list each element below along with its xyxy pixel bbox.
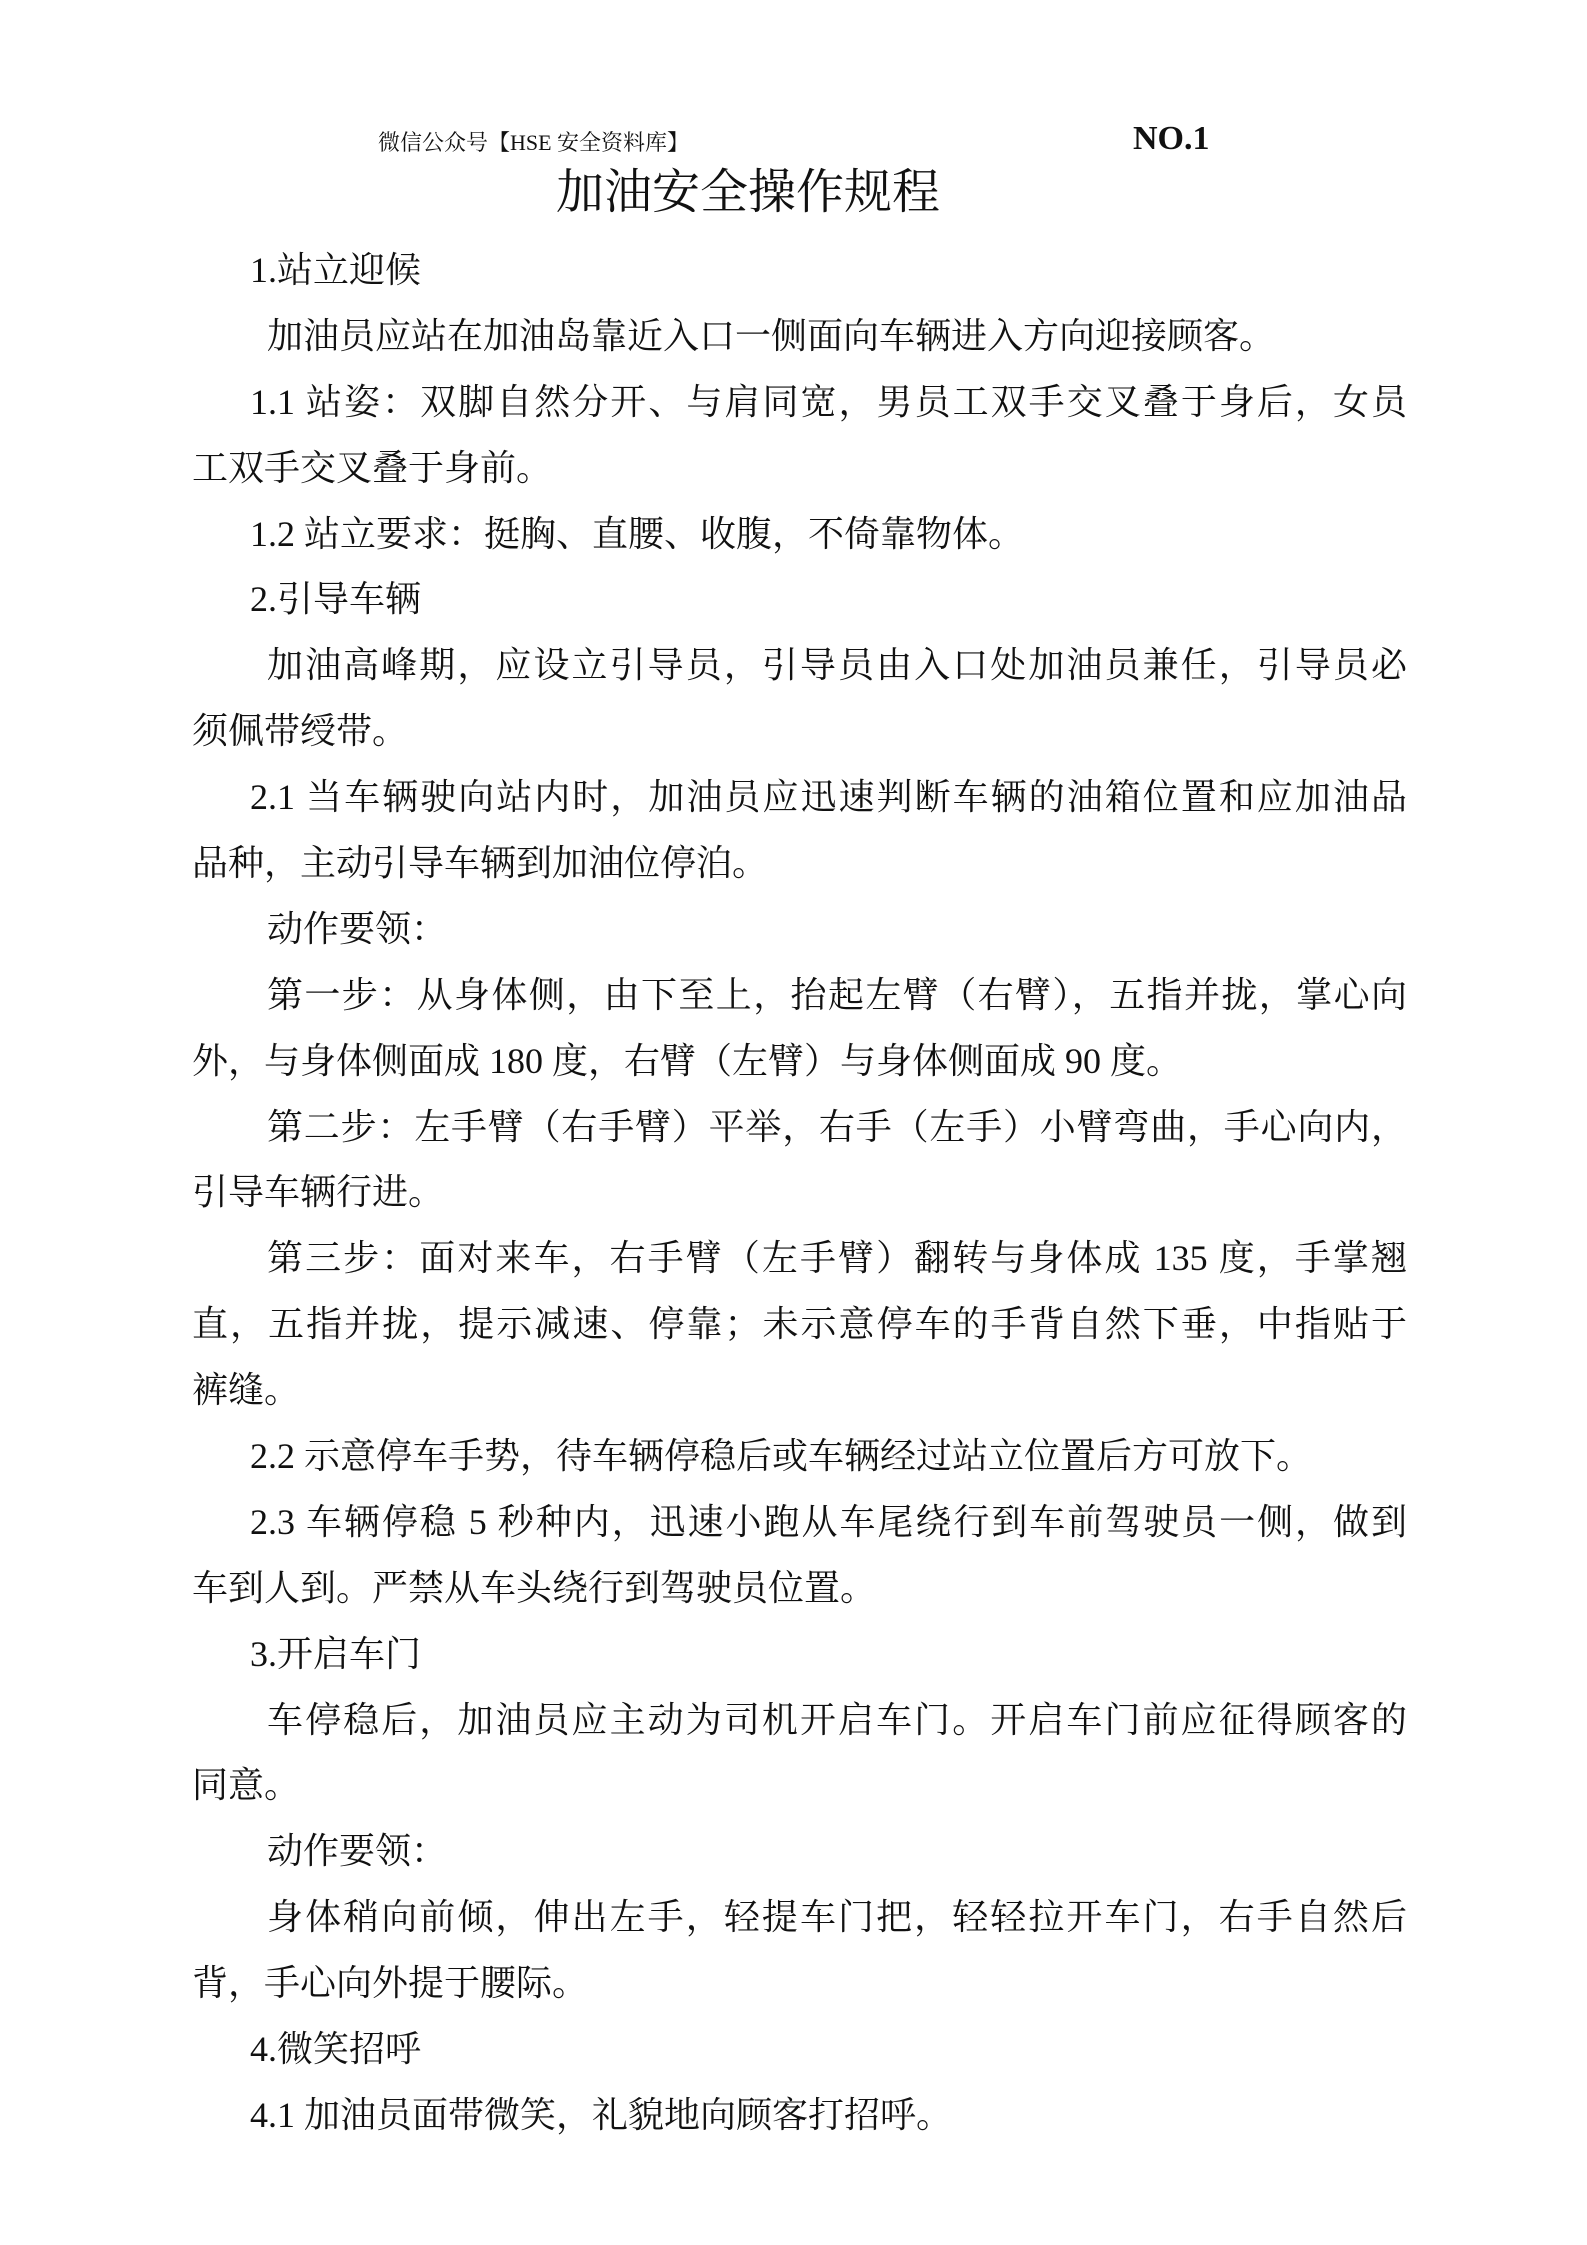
text-line: 动作要领： [267, 1831, 448, 1872]
paragraph [192, 1819, 1407, 1885]
paragraph [192, 1688, 1407, 1820]
document-title: 加油安全操作规程 [556, 166, 941, 219]
text-line: 4.1 加油员面带微笑，礼貌地向顾客打招呼。 [250, 2094, 953, 2135]
text-line: 第一步：从身体侧，由下至上，抬起左臂（右臂），五指并拢，掌心向 [267, 974, 1407, 1015]
text-line: 车停稳后，加油员应主动为司机开启车门。开启车门前应征得顾客的 [267, 1699, 1407, 1740]
text-line: 第二步：左手臂（右手臂）平举，右手（左手）小臂弯曲，手心向内， [267, 1106, 1407, 1147]
paragraph [192, 1885, 1407, 2017]
document-body [192, 238, 1407, 2149]
numbered-item [192, 1424, 1407, 1490]
numbered-item [192, 765, 1407, 897]
text-line: 车到人到。严禁从车头绕行到驾驶员位置。 [192, 1567, 877, 1608]
source-label: 微信公众号【HSE 安全资料库】 [378, 130, 690, 155]
paragraph [192, 1226, 1407, 1424]
text-line: 身体稍向前倾，伸出左手，轻提车门把，轻轻拉开车门，右手自然后 [267, 1897, 1407, 1938]
text-line: 2.2 示意停车手势，待车辆停稳后或车辆经过站立位置后方可放下。 [250, 1436, 1313, 1477]
text-line: 引导车辆行进。 [192, 1172, 445, 1213]
page-number: NO.1 [1133, 120, 1210, 157]
section-heading [192, 567, 1407, 633]
paragraph [192, 963, 1407, 1095]
text-line: 裤缝。 [192, 1370, 301, 1411]
numbered-item [192, 2083, 1407, 2149]
text-line: 2.3 车辆停稳 5 秒种内，迅速小跑从车尾绕行到车前驾驶员一侧，做到 [250, 1501, 1407, 1542]
text-line: 直，五指并拢，提示减速、停靠；未示意停车的手背自然下垂，中指贴于 [192, 1304, 1407, 1345]
text-line: 背，手心向外提于腰际。 [192, 1963, 589, 2004]
section-heading [192, 238, 1407, 304]
text-line: 动作要领： [267, 908, 448, 949]
section-heading [192, 2017, 1407, 2083]
text-line: 2.引导车辆 [250, 579, 422, 620]
text-line: 同意。 [192, 1765, 301, 1806]
text-line: 第三步：面对来车，右手臂（左手臂）翻转与身体成 135 度，手掌翘 [267, 1238, 1407, 1279]
text-line: 1.站立迎候 [250, 250, 422, 290]
text-line: 4.微笑招呼 [250, 2029, 422, 2070]
numbered-item [192, 370, 1407, 502]
text-line: 外，与身体侧面成 180 度，右臂（左臂）与身体侧面成 90 度。 [192, 1040, 1183, 1081]
numbered-item [192, 502, 1407, 568]
text-line: 品种，主动引导车辆到加油位停泊。 [192, 843, 769, 884]
text-line: 加油员应站在加油岛靠近入口一侧面向车辆进入方向迎接顾客。 [267, 315, 1276, 356]
paragraph [192, 304, 1407, 370]
paragraph [192, 633, 1407, 765]
text-line: 3.开启车门 [250, 1633, 422, 1674]
text-line: 2.1 当车辆驶向站内时，加油员应迅速判断车辆的油箱位置和应加油品 [250, 777, 1407, 818]
section-heading [192, 1622, 1407, 1688]
text-line: 1.1 站姿：双脚自然分开、与肩同宽，男员工双手交叉叠于身后，女员 [250, 381, 1407, 422]
numbered-item [192, 1490, 1407, 1622]
paragraph [192, 897, 1407, 963]
text-line: 须佩带绶带。 [192, 711, 409, 752]
text-line: 1.2 站立要求：挺胸、直腰、收腹，不倚靠物体。 [250, 513, 1025, 554]
paragraph [192, 1095, 1407, 1227]
text-line: 加油高峰期，应设立引导员，引导员由入口处加油员兼任，引导员必 [267, 645, 1407, 686]
text-line: 工双手交叉叠于身前。 [192, 447, 553, 488]
